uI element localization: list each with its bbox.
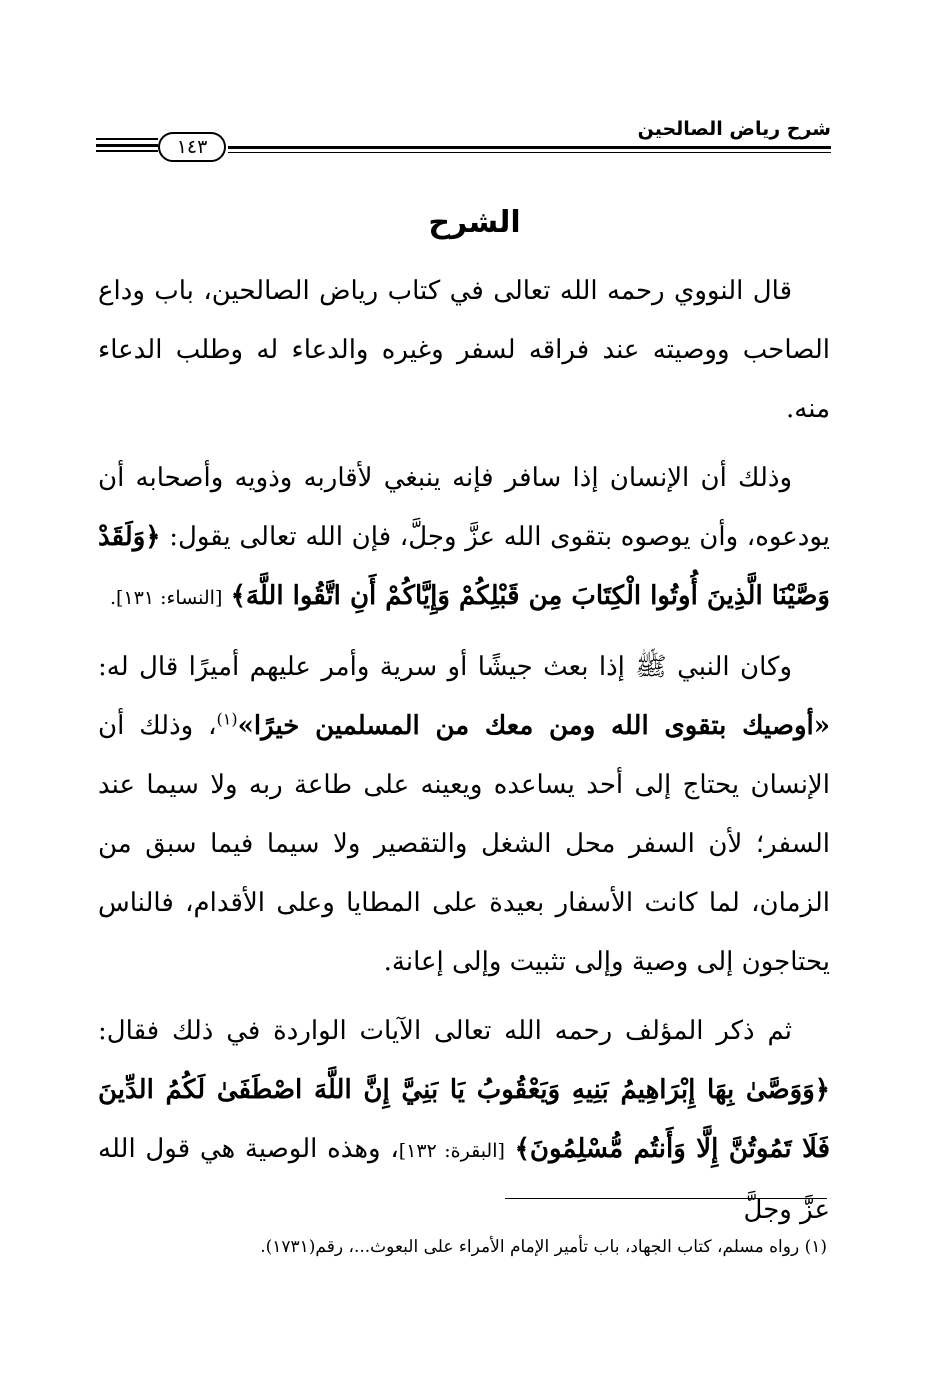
- footnote-ref: (١): [216, 709, 238, 729]
- hadith-quote: «أوصيك بتقوى الله ومن معك من المسلمين خيرًا»: [237, 711, 830, 741]
- body-text: [98, 262, 830, 1250]
- header-rule-left: [96, 150, 158, 152]
- footnote: [110, 1233, 827, 1261]
- paragraph: [98, 1002, 830, 1240]
- paragraph-text: ، وهذه الوصية هي قول الله عزَّ وجلَّ: [98, 1134, 830, 1225]
- header-rule-left: [96, 138, 158, 140]
- footnote-text: رواه مسلم، كتاب الجهاد، باب تأمير الإمام الأمراء على البعوث...، رقم(١٧٣١).: [260, 1237, 800, 1257]
- footnote-marker: (١): [804, 1237, 827, 1257]
- verse-citation: [البقرة: ١٣٢]: [398, 1140, 505, 1162]
- header-rule-thin: [228, 152, 831, 153]
- header-rule-left: [96, 144, 158, 147]
- header-rule-thick: [228, 146, 831, 149]
- quran-verse: ﴿وَلَقَدْ وَصَّيْنَا الَّذِينَ أُوتُوا الْكِتَابَ مِن قَبْلِكُمْ وَإِيَّاكُمْ أَنِ اتَّقُوا اللَّهَ﴾: [98, 522, 830, 611]
- book-title: شرح رياض الصالحين: [637, 118, 831, 140]
- quran-verse: ﴿وَوَصَّىٰ بِهَا إِبْرَاهِيمُ بَنِيهِ وَيَعْقُوبُ يَا بَنِيَّ إِنَّ اللَّهَ اصْطَفَىٰ لَكُمُ الدِّينَ فَلَا تَمُوتُنَّ إِلَّا وَأَنتُم مُّسْلِمُونَ﴾: [98, 1075, 831, 1164]
- paragraph: [98, 638, 830, 992]
- page-number: ١٤٣: [158, 132, 226, 162]
- paragraph-text: وذلك أن الإنسان إذا سافر فإنه ينبغي لأقاربه وذويه وأصحابه أن يودعوه، وأن يوصوه بتقوى الله عزَّ وجلَّ، فإن الله تعالى يقول:: [98, 463, 831, 552]
- paragraph-text: ثم ذكر المؤلف رحمه الله تعالى الآيات الواردة في ذلك فقال:: [98, 1016, 792, 1046]
- paragraph-text: وكان النبي ﷺ إذا بعث جيشًا أو سرية وأمر عليهم أميرًا قال له:: [98, 652, 792, 682]
- running-header: [96, 112, 831, 162]
- footnote-divider: [505, 1198, 827, 1199]
- verse-citation: [النساء: ١٣١].: [109, 587, 223, 609]
- section-heading: الشرح: [428, 205, 521, 240]
- paragraph: [98, 449, 830, 628]
- paragraph-text: ، وذلك أن الإنسان يحتاج إلى أحد يساعده ويعينه على طاعة ربه ولا سيما عند السفر؛ لأن السفر محل الشغل والتقصير ولا سيما فيما سبق من الزمان، لما كانت الأسفار بعيدة على المطايا وعلى الأقدام، فالناس يحتاجون إلى وصية وإلى تثبيت وإلى إعانة.: [98, 711, 830, 977]
- paragraph-text: قال النووي رحمه الله تعالى في كتاب رياض الصالحين، باب وداع الصاحب ووصيته عند فراقه لسفر وغيره والدعاء له وطلب الدعاء منه.: [98, 276, 830, 424]
- paragraph: [98, 262, 830, 439]
